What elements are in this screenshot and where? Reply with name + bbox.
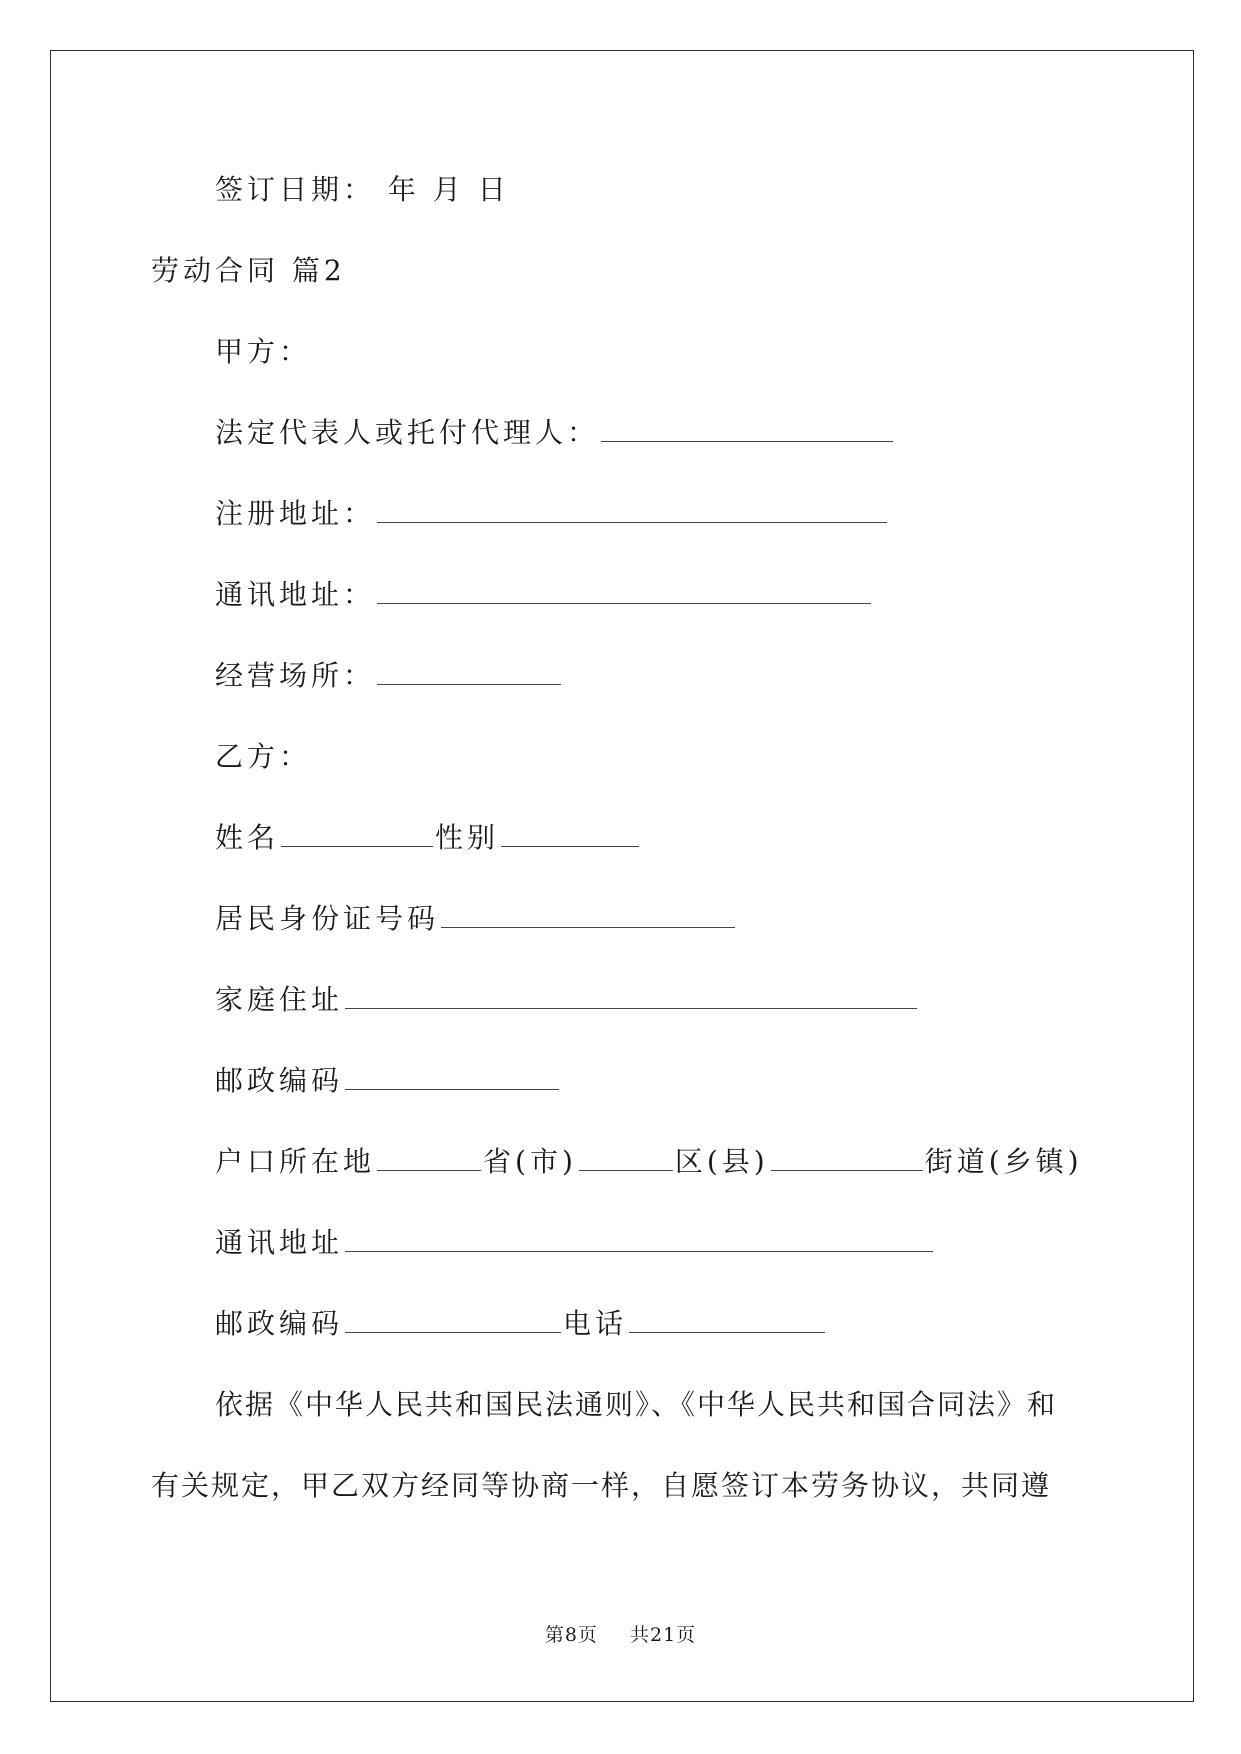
page-border [50, 50, 1194, 1702]
name-blank[interactable] [281, 824, 433, 847]
legal-rep-line [215, 416, 895, 449]
id-number-blank[interactable] [441, 905, 735, 928]
sign-date-line: 签订日期： 年 月 日 [215, 173, 510, 206]
home-addr-label: 家庭住址 [215, 983, 344, 1016]
reg-addr-blank[interactable] [377, 500, 887, 523]
postcode-2-blank[interactable] [345, 1310, 561, 1333]
business-place-label: 经营场所： [215, 659, 376, 692]
phone-blank[interactable] [629, 1310, 825, 1333]
phone-label: 电话 [563, 1307, 628, 1340]
page-total: 共21页 [630, 1624, 697, 1646]
paragraph-line-1: 依据《中华人民共和国民法通则》、《中华人民共和国合同法》和 [215, 1388, 1058, 1421]
name-label: 姓名 [215, 821, 280, 854]
home-addr-line [215, 983, 919, 1016]
business-place-line [215, 659, 563, 692]
postcode-1-blank[interactable] [345, 1067, 559, 1090]
party-a-label: 甲方： [215, 335, 312, 368]
name-gender-line [215, 821, 641, 854]
province-blank[interactable] [377, 1148, 481, 1171]
reg-addr-line [215, 497, 889, 530]
district-blank[interactable] [579, 1148, 673, 1171]
hukou-label: 户口所在地 [215, 1145, 376, 1178]
page-number: 第8页 [544, 1624, 598, 1646]
street-label: 街道(乡镇) [924, 1145, 1083, 1178]
home-addr-blank[interactable] [345, 986, 917, 1009]
legal-rep-blank[interactable] [601, 419, 893, 442]
mail-addr-a-blank[interactable] [377, 581, 871, 604]
paragraph-line-2: 有关规定，甲乙双方经同等协商一样，自愿签订本劳务协议，共同遵 [151, 1469, 1052, 1502]
hukou-line [215, 1145, 1083, 1178]
postcode-1-label: 邮政编码 [215, 1064, 344, 1097]
section-heading: 劳动合同 篇2 [151, 254, 346, 287]
mail-addr-b-line [215, 1226, 935, 1259]
mail-addr-a-label: 通讯地址： [215, 578, 376, 611]
postcode-2-label: 邮政编码 [215, 1307, 344, 1340]
postcode-1-line [215, 1064, 561, 1097]
legal-rep-label: 法定代表人或托付代理人： [215, 416, 600, 449]
postcode-phone-line [215, 1307, 827, 1340]
party-b-label: 乙方： [215, 740, 312, 773]
business-place-blank[interactable] [377, 662, 561, 685]
reg-addr-label: 注册地址： [215, 497, 376, 530]
id-number-label: 居民身份证号码 [215, 902, 440, 935]
gender-label: 性别 [435, 821, 500, 854]
mail-addr-b-label: 通讯地址 [215, 1226, 344, 1259]
mail-addr-a-line [215, 578, 873, 611]
street-blank[interactable] [771, 1148, 923, 1171]
mail-addr-b-blank[interactable] [345, 1229, 933, 1252]
page-footer [0, 1620, 1241, 1647]
gender-blank[interactable] [501, 824, 639, 847]
district-label: 区(县) [674, 1145, 769, 1178]
id-number-line [215, 902, 737, 935]
province-label: 省(市) [483, 1145, 577, 1178]
